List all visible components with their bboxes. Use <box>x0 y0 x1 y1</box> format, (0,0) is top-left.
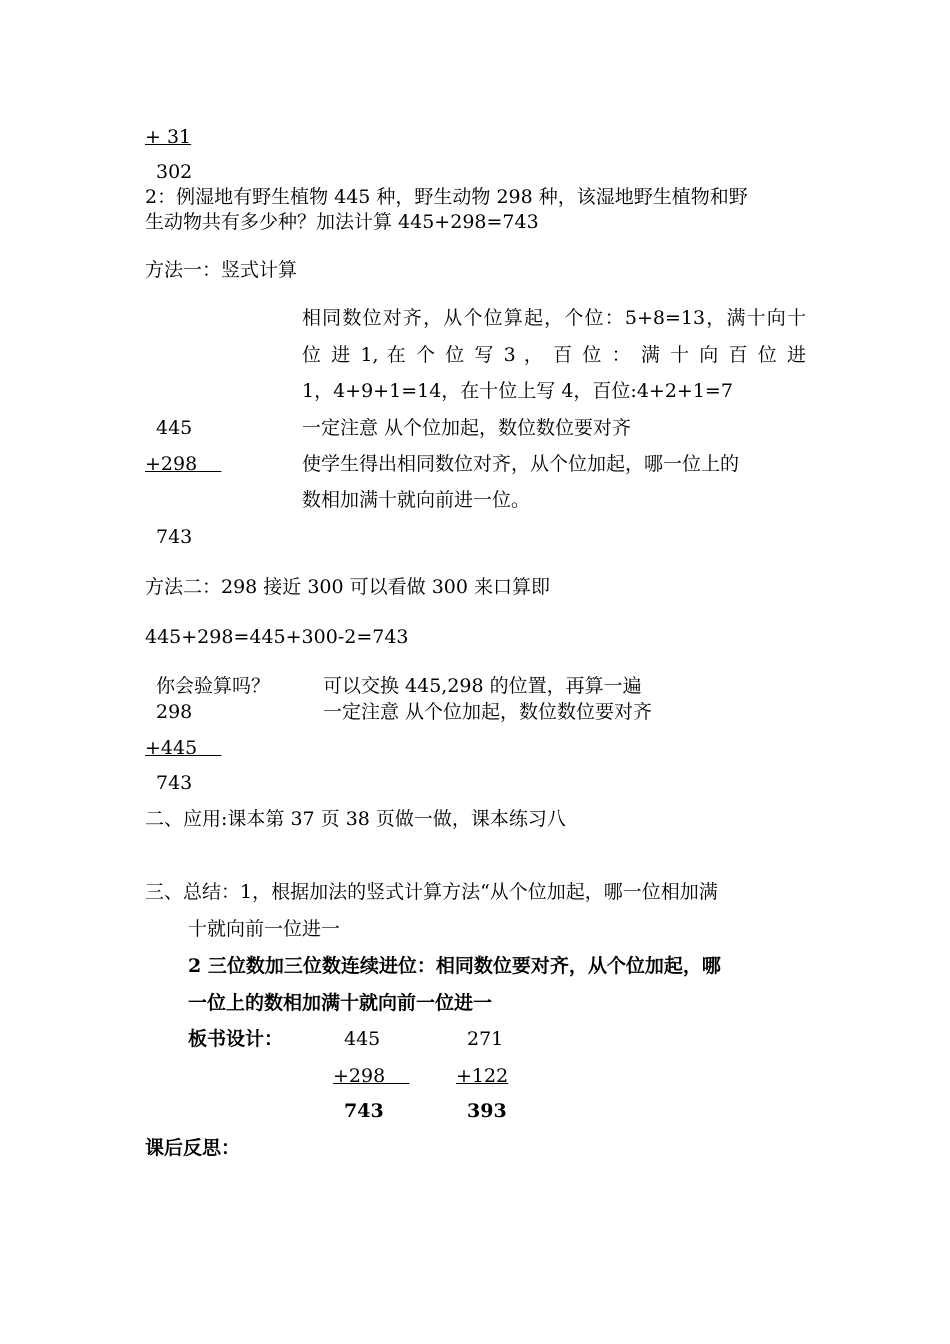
summary-line1: 三、总结：1，根据加法的竖式计算方法“从个位加起，哪一位相加满 <box>145 881 718 903</box>
board-calc1-top: 445 <box>344 1028 381 1050</box>
method1-title: 方法一：竖式计算 <box>145 259 298 281</box>
method1-explain-2: 位 进 1, 在 个 位 写 3 ， 百 位 ： 满 十 向 百 位 进 <box>302 344 806 366</box>
example-2-line1: 2：例湿地有野生植物 445 种，野生动物 298 种，该湿地野生植物和野 <box>145 186 748 208</box>
verify-calc-addend: +445 <box>145 737 198 759</box>
reflection-label: 课后反思： <box>145 1137 241 1159</box>
method1-explain-5: 使学生得出相同数位对齐，从个位加起，哪一位上的 <box>302 453 740 475</box>
board-calc2-addend: +122 <box>456 1065 509 1087</box>
method2-title: 方法二：298 接近 300 可以看做 300 来口算即 <box>145 576 550 598</box>
verify-question: 你会验算吗？ <box>156 675 271 697</box>
method1-explain-6: 数相加满十就向前进一位。 <box>302 489 531 511</box>
board-design-label: 板书设计： <box>188 1028 284 1050</box>
example-2-line2: 生动物共有多少种？加法计算 445+298=743 <box>145 211 539 233</box>
summary-line2: 十就向前一位进一 <box>188 918 341 940</box>
verify-calc-top: 298 <box>156 701 193 723</box>
top-calc-addend: + 31 <box>145 126 192 148</box>
verify-calc-result: 743 <box>156 772 193 794</box>
summary-point2-line1: 2 三位数加三位数连续进位：相同数位要对齐，从个位加起，哪 <box>188 955 721 977</box>
method1-calc-top: 445 <box>156 417 193 439</box>
method1-explain-4: 一定注意 从个位加起，数位数位要对齐 <box>302 417 632 439</box>
verify-answer: 可以交换 445,298 的位置，再算一遍 <box>323 675 642 697</box>
board-calc2-top: 271 <box>467 1028 504 1050</box>
method1-calc-result: 743 <box>156 526 193 548</box>
method1-explain-3: 1，4+9+1=14，在十位上写 4，百位:4+2+1=7 <box>302 380 733 402</box>
application-line: 二、应用:课本第 37 页 38 页做一做，课本练习八 <box>145 808 566 830</box>
method2-formula: 445+298=445+300-2=743 <box>145 626 409 648</box>
method1-calc-addend: +298 <box>145 453 198 475</box>
board-calc1-addend: +298 <box>333 1065 386 1087</box>
board-calc2-result: 393 <box>467 1100 507 1122</box>
summary-point2-line2: 一位上的数相加满十就向前一位进一 <box>188 992 493 1014</box>
top-calc-result: 302 <box>156 161 193 183</box>
verify-note: 一定注意 从个位加起，数位数位要对齐 <box>323 701 653 723</box>
method1-explain-1: 相同数位对齐，从个位算起，个位：5+8=13，满十向十 <box>302 307 806 329</box>
board-calc1-result: 743 <box>344 1100 384 1122</box>
